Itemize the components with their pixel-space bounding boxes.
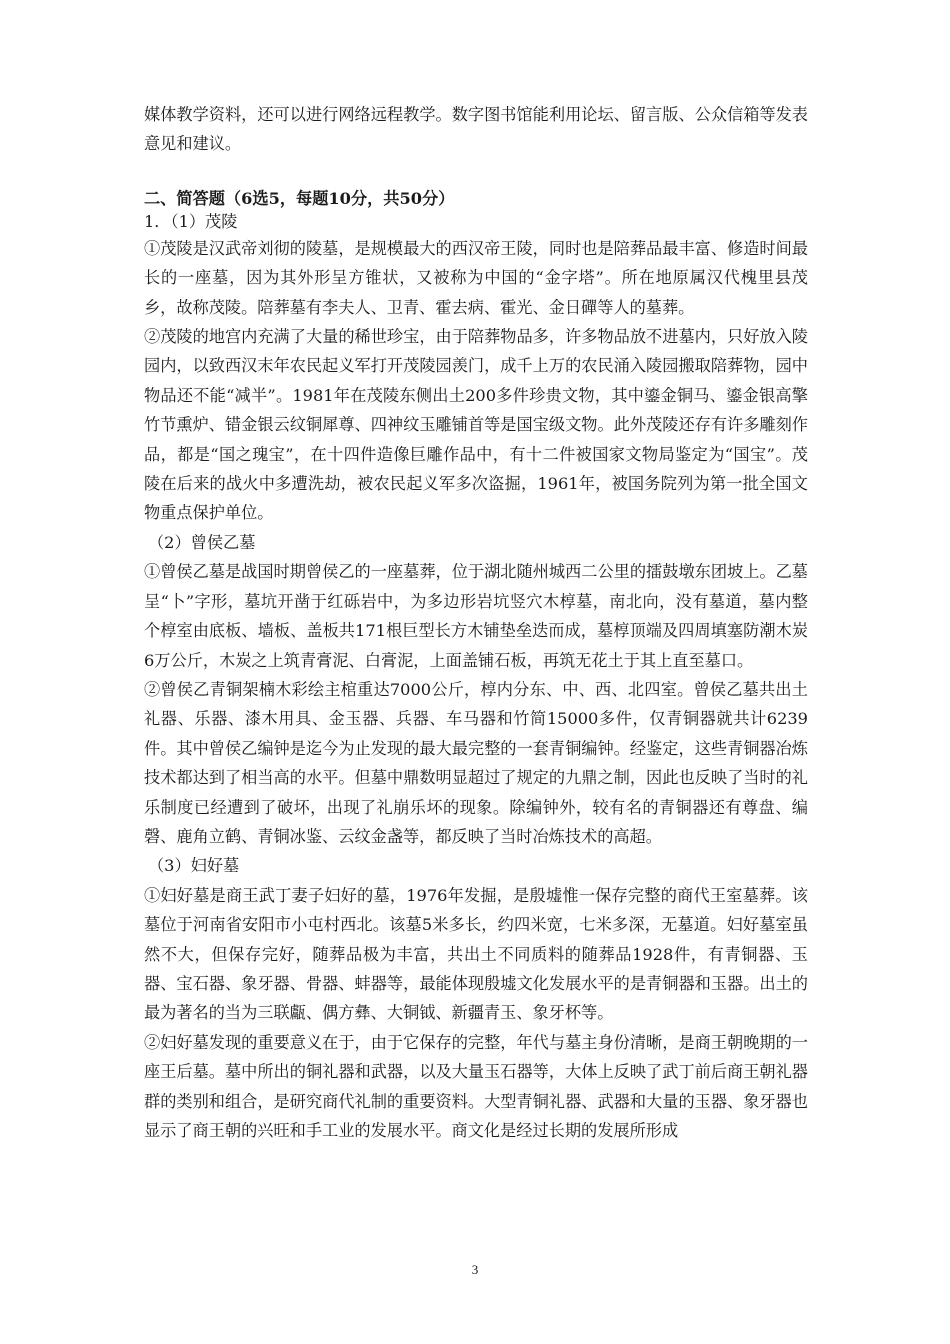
question-2-label: （2）曾侯乙墓 [148,532,256,552]
intro-paragraph-tail: 媒体教学资料，还可以进行网络远程教学。数字图书馆能利用论坛、留言版、公众信箱等发表意见和建议。 [144,105,808,154]
question-1-label: 1．（1）茂陵 [144,211,238,231]
fuhao-paragraph-2: ②妇好墓发现的重要意义在于，由于它保存的完整，年代与墓主身份清晰，是商王朝晚期的一座王后墓。墓中所出的铜礼器和武器，以及大量玉石器等，大体上反映了武丁前后商王朝礼器群的类别和组合，是研究商代礼制的重要资料。大型青铜礼器、武器和大量的玉器、象牙器也显示了商王朝的兴旺和手工业的发展水平。商文化是经过长期的发展所形成 [144,1032,808,1140]
spacer [144,159,808,188]
question-3-label: （3）妇好墓 [148,856,240,876]
maoling-paragraph-1: ①茂陵是汉武帝刘彻的陵墓，是规模最大的西汉帝王陵，同时也是陪葬品最丰富、修造时间最长的一座墓，因为其外形呈方锥状，又被称为中国的“金字塔”。所在地原属汉代槐里县茂乡，故称茂陵。陪葬墓有李夫人、卫青、霍去病、霍光、金日磾等人的墓葬。 [144,238,808,317]
section-title: 二、简答题（6选5，每题10分，共50分） [144,188,455,208]
page-body [144,100,808,1145]
maoling-paragraph-2: ②茂陵的地宫内充满了大量的稀世珍宝，由于陪葬物品多，许多物品放不进墓内，只好放入陵园内，以致西汉末年农民起义军打开茂陵园羡门，成千上万的农民涌入陵园搬取陪葬物，园中物品还不能“减半”。1981年在茂陵东侧出土200多件珍贵文物，其中鎏金铜马、鎏金银高擎竹节熏炉、错金银云纹铜犀尊、四神纹玉雕铺首等是国宝级文物。此外茂陵还存有许多雕刻作品，都是“国之瑰宝”，在十四件造像巨雕作品中，有十二件被国家文物局鉴定为“国宝”。茂陵在后来的战火中多遭洗劫，被农民起义军多次盗掘，1961年，被国务院列为第一批全国文物重点保护单位。 [144,327,808,523]
zenghou-paragraph-1: ①曾侯乙墓是战国时期曾侯乙的一座墓葬，位于湖北随州城西二公里的擂鼓墩东团坡上。乙墓呈“卜”字形，墓坑开凿于红砾岩中，为多边形岩坑竖穴木椁墓，南北向，没有墓道，墓内整个椁室由底板、墙板、盖板共171根巨型长方木铺垫垒迭而成，墓椁顶端及四周填塞防潮木炭6万公斤，木炭之上筑青膏泥、白膏泥，上面盖铺石板，再筑无花土于其上直至墓口。 [144,562,808,670]
zenghou-paragraph-2: ②曾侯乙青铜架楠木彩绘主棺重达7000公斤，椁内分东、中、西、北四室。曾侯乙墓共出土礼器、乐器、漆木用具、金玉器、兵器、车马器和竹简15000多件，仅青铜器就共计6239件。其中曾侯乙编钟是迄今为止发现的最大最完整的一套青铜编钟。经鉴定，这些青铜器冶炼技术都达到了相当高的水平。但墓中鼎数明显超过了规定的九鼎之制，因此也反映了当时的礼乐制度已经遭到了破坏，出现了礼崩乐坏的现象。除编钟外，较有名的青铜器还有尊盘、编磬、鹿角立鹤、青铜冰鉴、云纹金盏等，都反映了当时冶炼技术的高超。 [144,679,808,846]
page-number: 3 [471,1262,479,1277]
fuhao-paragraph-1: ①妇好墓是商王武丁妻子妇好的墓，1976年发掘，是殷墟惟一保存完整的商代王室墓葬。该墓位于河南省安阳市小屯村西北。该墓5米多长，约四米宽，七米多深，无墓道。妇好墓室虽然不大，但保存完好，随葬品极为丰富，共出土不同质料的随葬品1928件，有青铜器、玉器、宝石器、象牙器、骨器、蚌器等，最能体现殷墟文化发展水平的是青铜器和玉器。出土的最为著名的当为三联甗、偶方彝、大铜钺、新疆青玉、象牙杯等。 [144,885,808,1023]
